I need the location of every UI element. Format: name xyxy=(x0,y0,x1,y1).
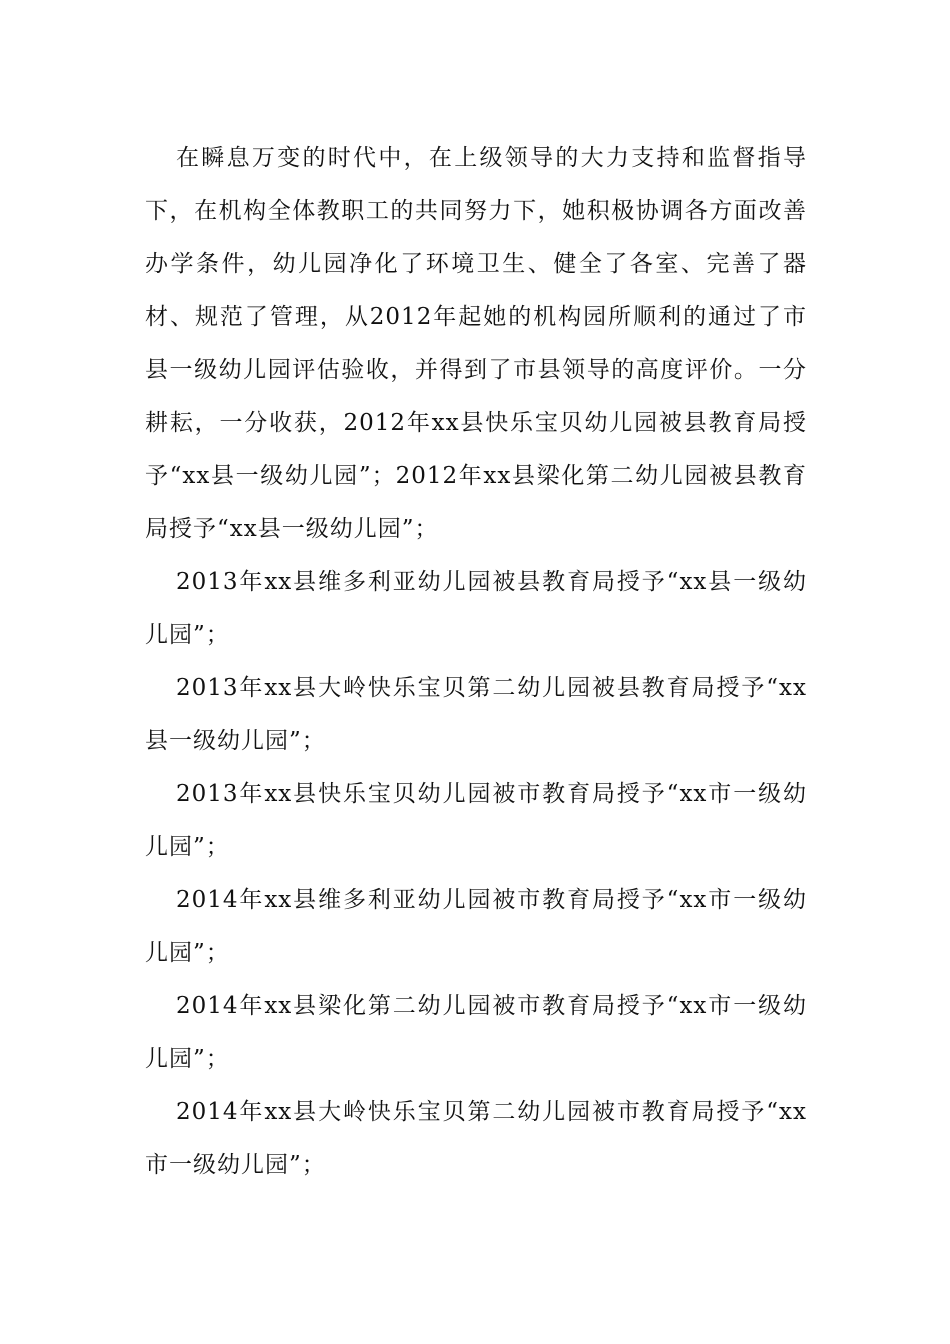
paragraph-4: 2013年xx县快乐宝贝幼儿园被市教育局授予“xx市一级幼儿园”； xyxy=(145,781,807,860)
paragraph-5: 2014年xx县维多利亚幼儿园被市教育局授予“xx市一级幼儿园”； xyxy=(145,887,807,966)
paragraph-7: 2014年xx县大岭快乐宝贝第二幼儿园被市教育局授予“xx市一级幼儿园”； xyxy=(145,1099,807,1178)
paragraph-1: 在瞬息万变的时代中，在上级领导的大力支持和监督指导下，在机构全体教职工的共同努力下，她积极协调各方面改善办学条件，幼儿园净化了环境卫生、健全了各室、完善了器材、规范了管理，从2012年起她的机构园所顺利的通过了市县一级幼儿园评估验收，并得到了市县领导的高度评价。一分耕耘，一分收获，2012年xx县快乐宝贝幼儿园被县教育局授予“xx县一级幼儿园”；2012年xx县梁化第二幼儿园被县教育局授予“xx县一级幼儿园”； xyxy=(145,145,807,542)
document-body xyxy=(145,132,807,1192)
paragraph-6: 2014年xx县梁化第二幼儿园被市教育局授予“xx市一级幼儿园”； xyxy=(145,993,807,1072)
paragraph-3: 2013年xx县大岭快乐宝贝第二幼儿园被县教育局授予“xx县一级幼儿园”； xyxy=(145,675,807,754)
paragraph-2: 2013年xx县维多利亚幼儿园被县教育局授予“xx县一级幼儿园”； xyxy=(145,569,807,648)
